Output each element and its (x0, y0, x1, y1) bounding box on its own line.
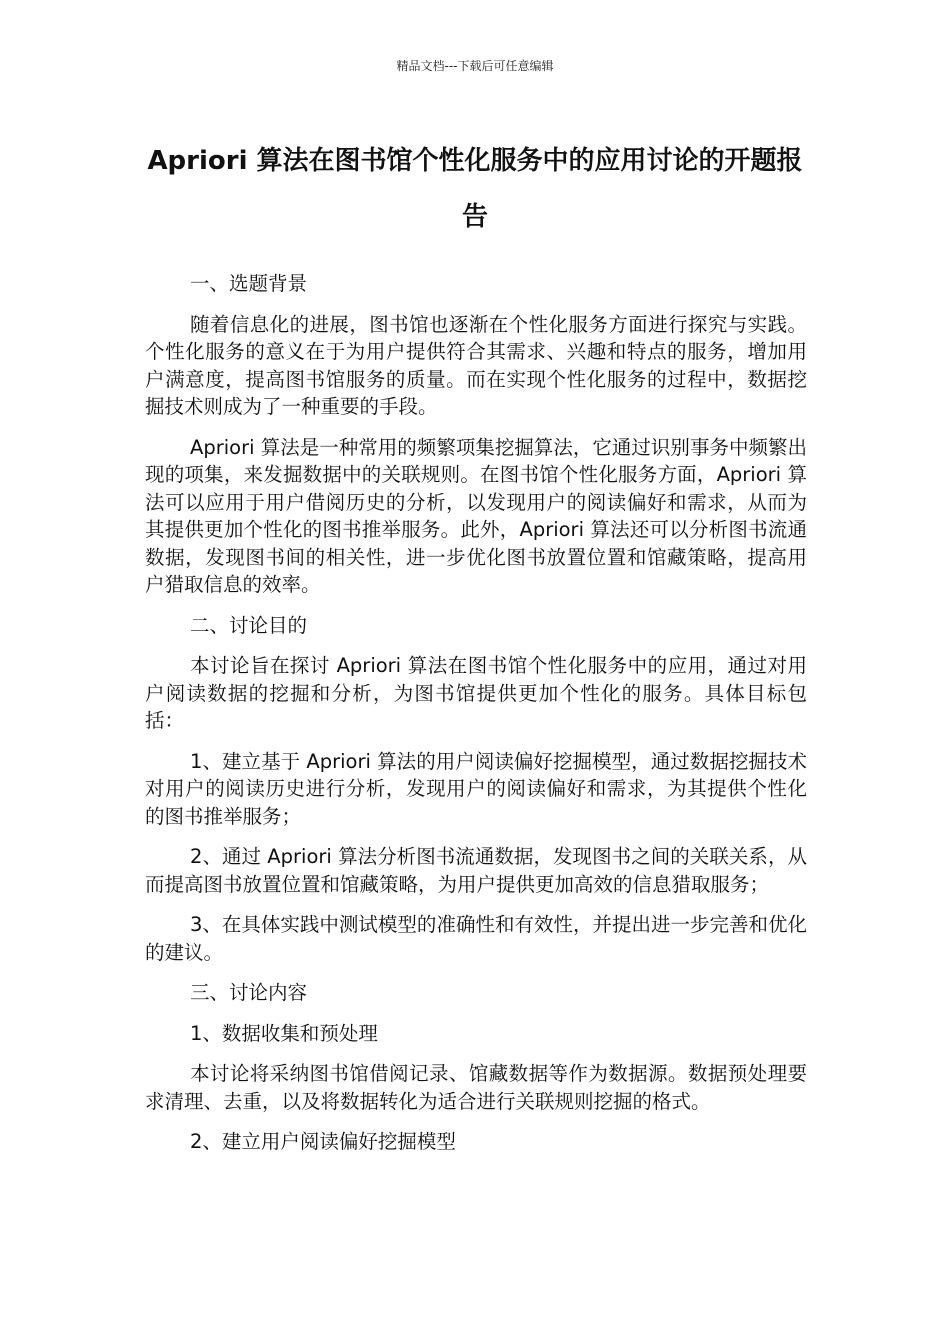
section-heading-purpose: 二、讨论目的 (190, 613, 308, 637)
header-note: 精品文档---下载后可任意编辑 (396, 59, 554, 73)
document-body (145, 270, 807, 1169)
paragraph: Apriori 算法是一种常用的频繁项集挖掘算法，它通过识别事务中频繁出现的项集，来发掘数据中的关联规则。在图书馆个性化服务方面，Apriori 算法可以应用于用户借阅历史的分析，以发现用户的阅读偏好和需求，从而为其提供更加个性化的图书推举服务。此外，Apriori 算法还可以分析图书流通数据，发现图书间的相关性，进一步优化图书放置位置和馆藏策略，提高用户猎取信息的效率。 (145, 435, 807, 596)
subsection-heading: 1、数据收集和预处理 (190, 1021, 378, 1045)
list-item: 1、建立基于 Apriori 算法的用户阅读偏好挖掘模型，通过数据挖掘技术对用户的阅读历史进行分析，发现用户的阅读偏好和需求，为其提供个性化的图书推举服务； (145, 749, 807, 828)
document-title: Apriori 算法在图书馆个性化服务中的应用讨论的开题报告 (147, 146, 803, 232)
section-heading-content: 三、讨论内容 (190, 981, 308, 1004)
section-heading-background: 一、选题背景 (190, 272, 308, 295)
list-item: 2、通过 Apriori 算法分析图书流通数据，发现图书之间的关联关系，从而提高图书放置位置和馆藏策略，为用户提供更加高效的信息猎取服务； (145, 845, 807, 896)
list-item: 3、在具体实践中测试模型的准确性和有效性，并提出进一步完善和优化的建议。 (145, 913, 807, 964)
subsection-heading: 2、建立用户阅读偏好挖掘模型 (190, 1130, 456, 1153)
paragraph: 随着信息化的进展，图书馆也逐渐在个性化服务方面进行探究与实践。个性化服务的意义在于为用户提供符合其需求、兴趣和特点的服务，增加用户满意度，提高图书馆服务的质量。而在实现个性化服务的过程中，数据挖掘技术则成为了一种重要的手段。 (145, 312, 807, 418)
paragraph: 本讨论将采纳图书馆借阅记录、馆藏数据等作为数据源。数据预处理要求清理、去重，以及将数据转化为适合进行关联规则挖掘的格式。 (145, 1062, 807, 1113)
paragraph: 本讨论旨在探讨 Apriori 算法在图书馆个性化服务中的应用，通过对用户阅读数据的挖掘和分析，为图书馆提供更加个性化的服务。具体目标包括： (145, 654, 807, 732)
